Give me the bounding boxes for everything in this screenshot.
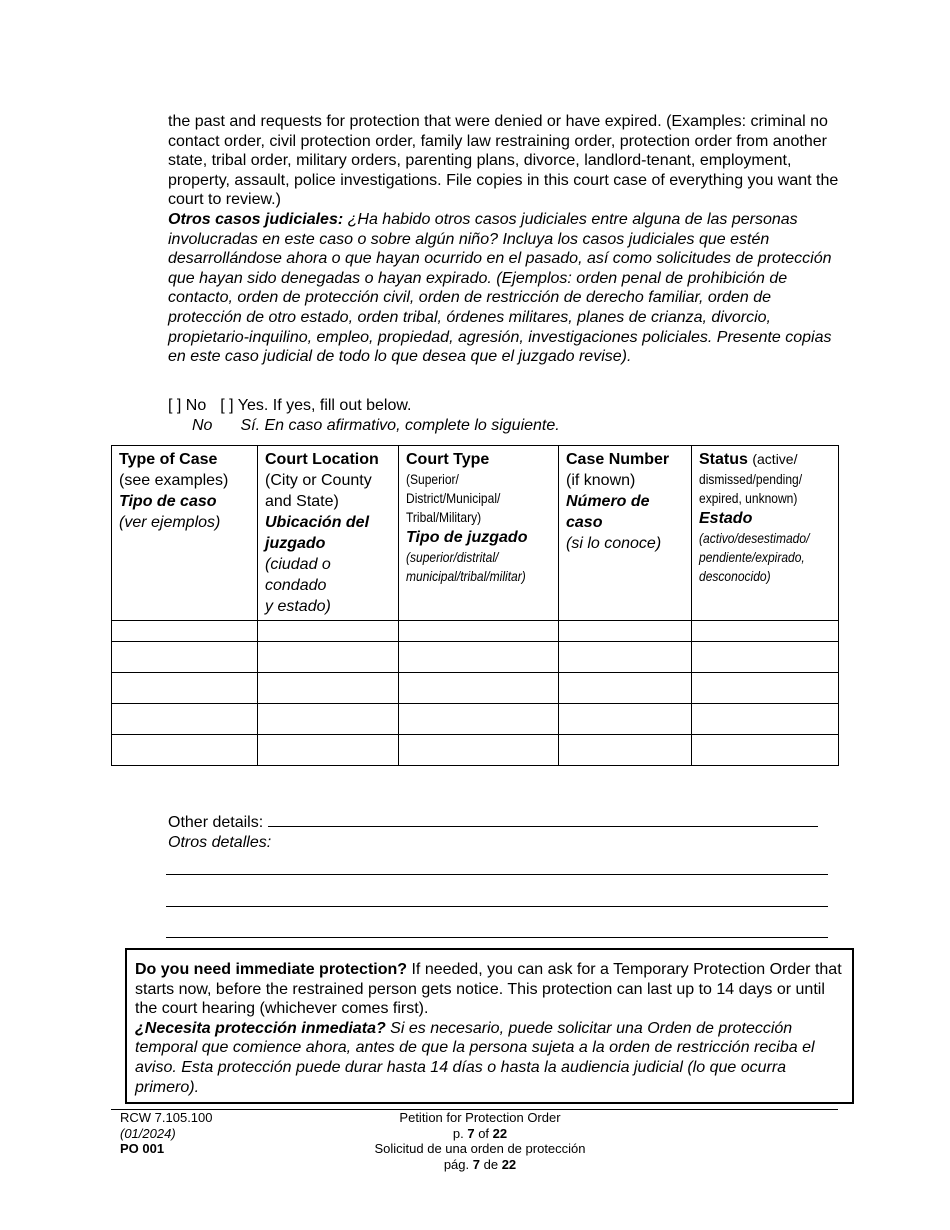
table-row [112, 735, 839, 766]
table-row [112, 704, 839, 735]
header-type-of-case [112, 446, 258, 621]
cell-status[interactable] [692, 735, 839, 766]
header-sub: (see examples) [119, 472, 229, 489]
notice-body: If needed, you can ask for a Temporary Protection Order that starts now, before the restrained person gets notice. This protection can last up to 14 days or until the court hearing (whichever comes first). [135, 961, 842, 1018]
cell-type-of-case[interactable] [112, 642, 258, 673]
cell-court-type[interactable] [399, 673, 559, 704]
header-case-number [559, 446, 692, 621]
other-details-label: Other details: [168, 814, 264, 831]
header-title-es: Número de caso [566, 493, 650, 531]
notice-body-es: Si es necesario, puede solicitar una Orden de protección temporal que comience ahora, antes de que la persona sujeta a la orden de restricción reciba el aviso. Esta protección puede durar hasta 14 días o hasta la audiencia judicial (lo que ocurra primero). [135, 1019, 815, 1096]
notice-text-es [135, 1019, 844, 1097]
footer-form-number: PO 001 [120, 1141, 165, 1156]
cell-court-type[interactable] [399, 735, 559, 766]
header-title-es: Ubicación del juzgado [265, 514, 370, 552]
cell-case-number[interactable] [559, 673, 692, 704]
table-row [112, 642, 839, 673]
other-details-label-es: Otros detalles: [168, 833, 272, 851]
cell-case-number[interactable] [559, 621, 692, 642]
cell-type-of-case[interactable] [112, 735, 258, 766]
footer-page-info [330, 1110, 630, 1172]
footer-date: (01/2024) [120, 1125, 176, 1141]
footer-title: Petition for Protection Order [399, 1110, 561, 1125]
yes-label: Yes. If yes, fill out below. [237, 397, 412, 414]
table-row [112, 621, 839, 642]
other-details [168, 812, 818, 852]
no-label: No [185, 397, 207, 414]
yes-label-es: Sí. En caso afirmativo, complete lo siguiente. [240, 416, 560, 434]
footer-page: p. 7 of 22 [452, 1125, 508, 1141]
other-cases-paragraph [168, 112, 843, 367]
no-label-es: No [192, 416, 213, 434]
header-sub: (if known) [566, 472, 636, 489]
header-title-es: Estado [699, 510, 753, 527]
no-checkbox[interactable]: [ ] [168, 397, 182, 414]
cell-court-location[interactable] [258, 642, 399, 673]
cell-court-location[interactable] [258, 621, 399, 642]
cell-status[interactable] [692, 642, 839, 673]
header-title: Court Type [406, 451, 490, 468]
header-title: Court Location [265, 451, 379, 468]
header-sub: (City or County and State) [265, 472, 372, 510]
cell-status[interactable] [692, 704, 839, 735]
notice-text-en [135, 960, 844, 1019]
other-details-line[interactable] [268, 812, 818, 827]
cell-status[interactable] [692, 621, 839, 642]
cell-court-type[interactable] [399, 642, 559, 673]
table-row [112, 673, 839, 704]
header-sub-es: (ver ejemplos) [119, 514, 221, 531]
cell-court-type[interactable] [399, 621, 559, 642]
other-cases-body-es: ¿Ha habido otros casos judiciales entre alguna de las personas involucradas en este caso o sobre algún niño? Incluya los casos judiciales que estén desarrollándose ahora o que hayan ocurrido en el pasado, así como solicitudes de protección que hayan sido denegadas o hayan expirado. (Ejemplos: orden penal de prohibición de contacto, orden de protección civil, orden de restricción de derecho familiar, orden de protección de otro estado, orden tribal, órdenes militares, planes de crianza, divorcio, propietario-inquilino, empleo, propiedad, agresión, investigaciones policiales. Presente copias en este caso judicial de todo lo que desea que el juzgado revise). [168, 210, 832, 366]
yes-checkbox[interactable]: [ ] [220, 397, 234, 414]
header-sub-es: (si lo conoce) [566, 535, 662, 552]
header-sub-es: (ciudad o condado [265, 556, 331, 594]
cell-court-location[interactable] [258, 704, 399, 735]
cell-court-location[interactable] [258, 735, 399, 766]
notice-heading: Do you need immediate protection? [135, 961, 408, 978]
header-sub-es: y estado) [265, 598, 331, 615]
header-sub: Tribal/Military) [406, 509, 482, 525]
cell-case-number[interactable] [559, 704, 692, 735]
other-details-line[interactable] [166, 906, 828, 907]
cell-court-location[interactable] [258, 673, 399, 704]
header-sub: District/Municipal/ [406, 490, 501, 506]
header-sub-es: municipal/tribal/militar) [406, 568, 526, 584]
other-cases-text-es [168, 210, 843, 367]
other-cases-heading-es: Otros casos judiciales: [168, 210, 344, 228]
header-sub-es: (activo/desestimado/ [699, 530, 810, 546]
footer-title-es: Solicitud de una orden de protección [374, 1141, 586, 1156]
header-sub-es: desconocido) [699, 568, 771, 584]
header-title: Type of Case [119, 451, 218, 468]
other-cases-table [111, 445, 839, 766]
footer-rcw: RCW 7.105.100 [120, 1110, 213, 1125]
cell-type-of-case[interactable] [112, 704, 258, 735]
other-details-line[interactable] [166, 937, 828, 938]
header-sub: (Superior/ [406, 471, 459, 487]
header-title-es: Tipo de caso [119, 493, 217, 510]
other-cases-choice [168, 396, 560, 435]
notice-heading-es: ¿Necesita protección inmediata? [135, 1019, 386, 1037]
header-title-es: Tipo de juzgado [406, 529, 528, 546]
header-title: Case Number [566, 451, 670, 468]
header-sub: dismissed/pending/ [699, 471, 803, 487]
other-cases-text-en: the past and requests for protection that were denied or have expired. (Examples: criminal no contact order, civil protection order, family law restraining order, protection order from another state, tribal order, military orders, parenting plans, divorce, landlord-tenant, employment, property, assault, police investigations. File copies in this court case of everything you want the court to review.) [168, 113, 839, 209]
footer-page-es: pág. 7 de 22 [443, 1156, 517, 1172]
cell-case-number[interactable] [559, 642, 692, 673]
cell-status[interactable] [692, 673, 839, 704]
header-title: Status [699, 451, 748, 468]
header-court-type [399, 446, 559, 621]
table-header-row [112, 446, 839, 621]
footer-form-info [120, 1110, 213, 1157]
cell-court-type[interactable] [399, 704, 559, 735]
cell-case-number[interactable] [559, 735, 692, 766]
cell-type-of-case[interactable] [112, 673, 258, 704]
header-sub: (active/ [752, 451, 798, 467]
immediate-protection-notice [125, 948, 854, 1104]
header-sub-es: pendiente/expirado, [699, 549, 805, 565]
header-sub-es: (superior/distrital/ [406, 549, 499, 565]
header-sub: expired, unknown) [699, 490, 798, 506]
other-details-line[interactable] [166, 874, 828, 875]
header-status [692, 446, 839, 621]
header-court-location [258, 446, 399, 621]
cell-type-of-case[interactable] [112, 621, 258, 642]
